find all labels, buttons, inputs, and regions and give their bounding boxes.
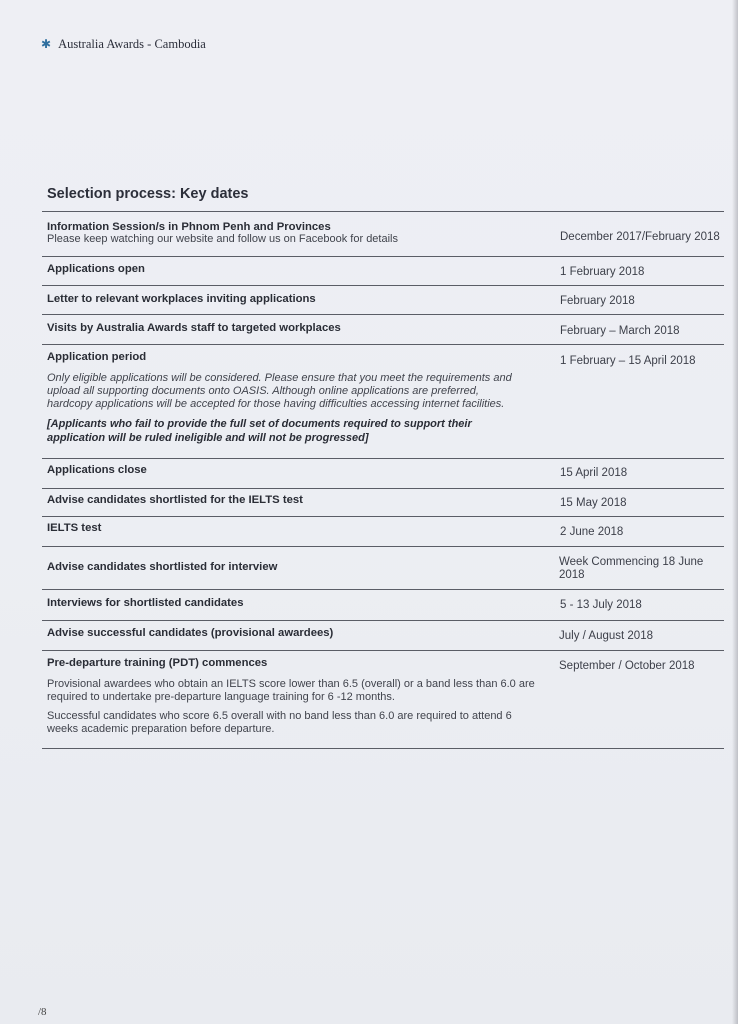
row-label: Visits by Australia Awards staff to targeted workplaces <box>47 322 341 334</box>
table-row <box>42 345 724 459</box>
table-row <box>42 212 724 257</box>
row-label: Information Session/s in Phnom Penh and Provinces <box>47 221 331 233</box>
table-row <box>42 315 724 345</box>
row-date: 2 June 2018 <box>560 526 624 538</box>
key-dates-table <box>42 211 724 749</box>
page-header <box>41 37 206 52</box>
star-icon: ✱ <box>41 37 52 51</box>
table-row <box>42 517 724 547</box>
org-name: Australia Awards - Cambodia <box>58 37 206 51</box>
row-label: Letter to relevant workplaces inviting applications <box>47 293 316 305</box>
row-date: December 2017/February 2018 <box>560 231 720 243</box>
row-date: February – March 2018 <box>560 325 680 337</box>
row-date: 15 May 2018 <box>560 497 627 509</box>
row-subtext: Please keep watching our website and follow us on Facebook for details <box>47 233 398 245</box>
row-date: September / October 2018 <box>559 660 695 672</box>
row-label: Interviews for shortlisted candidates <box>47 597 244 609</box>
table-row <box>42 489 724 517</box>
row-label: IELTS test <box>47 522 102 534</box>
page-edge-shadow <box>732 0 738 1024</box>
page-number: /8 <box>38 1006 47 1018</box>
table-row <box>42 621 724 651</box>
table-row <box>42 286 724 315</box>
row-date: 15 April 2018 <box>560 467 628 479</box>
table-row <box>42 651 724 749</box>
row-date: 1 February – 15 April 2018 <box>560 355 696 367</box>
table-row <box>42 547 724 590</box>
section-title: Selection process: Key dates <box>47 186 249 202</box>
row-label: Application period <box>47 351 147 363</box>
row-date: Week Commencing 18 June 2018 <box>559 556 704 581</box>
row-body: Successful candidates who score 6.5 overall with no band less than 6.0 are required to attend 6 weeks academic preparation before departure. <box>47 710 512 735</box>
row-date: February 2018 <box>560 295 635 307</box>
row-warning: [Applicants who fail to provide the full set of documents required to support their application will be ruled ineligible and will not be progressed] <box>47 418 472 444</box>
table-row <box>42 257 724 286</box>
row-body: Provisional awardees who obtain an IELTS score lower than 6.5 (overall) or a band less than 6.0 are required to undertake pre-departure language training for 6 -12 months. <box>47 678 535 703</box>
row-label: Applications close <box>47 464 147 476</box>
row-label: Pre-departure training (PDT) commences <box>47 657 268 669</box>
row-label: Advise candidates shortlisted for the IELTS test <box>47 494 303 506</box>
row-label: Advise candidates shortlisted for interview <box>47 561 278 573</box>
row-label: Advise successful candidates (provisional awardees) <box>47 627 334 639</box>
row-date: 5 - 13 July 2018 <box>560 599 642 611</box>
table-row <box>42 590 724 621</box>
table-row <box>42 459 724 489</box>
row-date: 1 February 2018 <box>560 266 645 278</box>
row-label: Applications open <box>47 263 145 275</box>
row-note: Only eligible applications will be considered. Please ensure that you meet the requirements and upload all supporting documents onto OASIS. Although online applications are preferred, hardcopy applications will be accepted for those having difficulties accessing internet facilities. <box>47 372 512 410</box>
row-date: July / August 2018 <box>559 630 653 642</box>
